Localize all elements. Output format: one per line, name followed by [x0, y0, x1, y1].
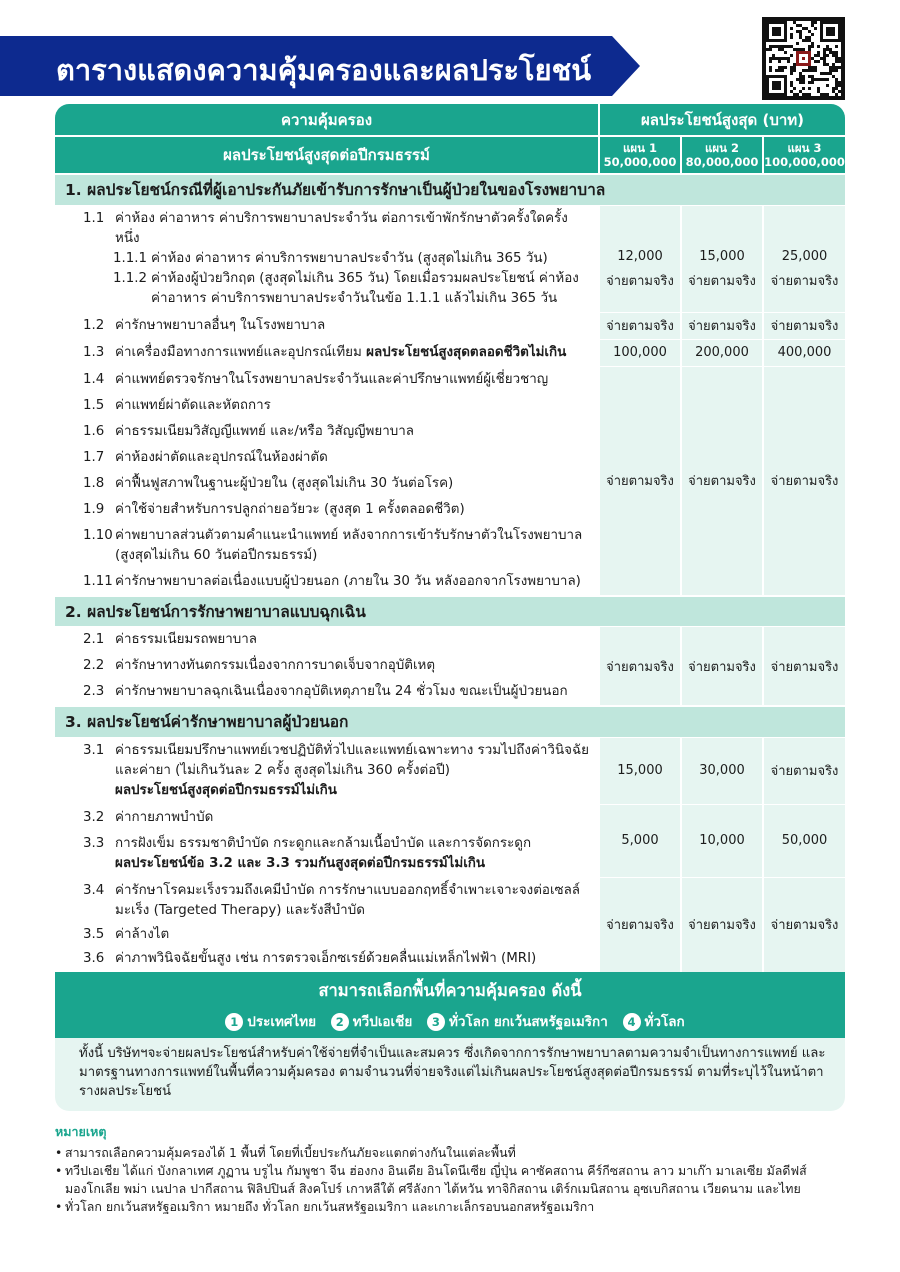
- value-actual: จ่ายตามจริง: [606, 273, 674, 289]
- plan-1-name: แผน 1: [622, 141, 658, 155]
- item-number: 1.1.2: [113, 270, 148, 286]
- item-text: ค่าห้อง ค่าอาหาร ค่าบริการพยาบาลประจำวัน ต่อการเข้าพักรักษาตัวครั้งใดครั้งหนึ่ง: [115, 210, 568, 246]
- item-number: 2.2: [83, 658, 105, 673]
- remark-item: • สามารถเลือกความคุ้มครองได้ 1 พื้นที่ โดยที่เบี้ยประกันภัยจะแตกต่างกันในแต่ละพื้นที่: [55, 1144, 845, 1162]
- item-text: ค่ารักษาพยาบาลต่อเนื่องแบบผู้ป่วยนอก (ภายใน 30 วัน หลังออกจากโรงพยาบาล): [115, 573, 581, 589]
- plan-3-value: จ่ายตามจริง: [763, 877, 845, 972]
- plan-3-value: [763, 205, 845, 312]
- item-text: ค่ารักษาพยาบาลฉุกเฉินเนื่องจากอุบัติเหตุภายใน 24 ชั่วโมง ขณะเป็นผู้ป่วยนอก: [115, 684, 568, 699]
- section-3-title: 3. ผลประโยชน์ค่ารักษาพยาบาลผู้ป่วยนอก: [55, 706, 845, 737]
- plan-3-value: จ่ายตามจริง: [763, 312, 845, 339]
- plan-2-value: จ่ายตามจริง: [681, 877, 763, 972]
- item-bold-text: ผลประโยชน์สูงสุดต่อปีกรมธรรม์ไม่เกิน: [115, 782, 337, 798]
- plan-3-value: จ่ายตามจริง: [763, 366, 845, 596]
- qr-code-icon: [766, 21, 841, 96]
- remarks: [55, 1123, 845, 1216]
- item-text: การฝังเข็ม ธรรมชาติบำบัด กระดูกและกล้ามเนื้อบำบัด และการจัดกระดูก: [115, 835, 532, 851]
- item-number: 3.5: [83, 926, 105, 942]
- coverage-table: [55, 104, 845, 1111]
- option-number-badge: 1: [225, 1013, 243, 1031]
- title-banner: [0, 36, 640, 96]
- item-number: 3.3: [83, 835, 105, 851]
- item-number: 3.2: [83, 809, 105, 825]
- plan-1-value: จ่ายตามจริง: [599, 366, 681, 596]
- value-amount: 15,000: [699, 248, 745, 264]
- table-row: [55, 627, 599, 707]
- plan-3-value: จ่ายตามจริง: [763, 737, 845, 804]
- item-text: ค่าธรรมเนียมปรึกษาแพทย์เวชปฏิบัติทั่วไปและแพทย์เฉพาะทาง รวมไปถึงค่าวินิจฉัย และค่ายา (ไม่เกินวันละ 2 ครั้ง สูงสุดไม่เกิน 360 ครั้งต่อปี): [115, 742, 589, 778]
- item-number: 1.4: [83, 371, 105, 387]
- plan-3-name: แผน 3: [787, 141, 822, 155]
- table-row: [55, 312, 599, 339]
- remark-item: • ทั่วโลก ยกเว้นสหรัฐอเมริกา หมายถึง ทั่วโลก ยกเว้นสหรัฐอเมริกา และเกาะเล็กรอบนอกสหรัฐอเมริกา: [55, 1198, 845, 1216]
- option-number-badge: 4: [623, 1013, 641, 1031]
- benefit-header: ผลประโยชน์สูงสุด (บาท): [599, 104, 845, 136]
- table-row: [55, 804, 599, 877]
- plan-1-header: [599, 136, 681, 174]
- item-number: 1.3: [83, 344, 105, 360]
- item-text: ค่าแพทย์ตรวจรักษาในโรงพยาบาลประจำวันและค่าปรึกษาแพทย์ผู้เชี่ยวชาญ: [115, 371, 549, 387]
- item-text: ค่ากายภาพบำบัด: [115, 809, 214, 825]
- item-number: 1.1: [83, 210, 105, 226]
- item-number: 1.7: [83, 449, 105, 465]
- value-actual: จ่ายตามจริง: [770, 273, 839, 289]
- item-number: 1.9: [83, 501, 105, 517]
- area-option-label: ทวีปเอเชีย: [352, 1013, 413, 1030]
- section-1-title: 1. ผลประโยชน์กรณีที่ผู้เอาประกันภัยเข้ารับการรักษาเป็นผู้ป่วยในของโรงพยาบาล: [55, 174, 845, 205]
- plan-3-value: จ่ายตามจริง: [763, 627, 845, 707]
- page-title: ตารางแสดงความคุ้มครองและผลประโยชน์: [56, 53, 592, 87]
- table-row: [55, 877, 599, 972]
- item-bold-text: ผลประโยชน์ข้อ 3.2 และ 3.3 รวมกันสูงสุดต่อปีกรมธรรม์ไม่เกิน: [115, 855, 486, 871]
- item-text: ค่าเครื่องมือทางการแพทย์และอุปกรณ์เทียม: [115, 344, 367, 360]
- area-option-label: ทั่วโลก ยกเว้นสหรัฐอเมริกา: [448, 1013, 608, 1030]
- plan-3-value: 50,000: [763, 804, 845, 877]
- plan-3-amount: 100,000,000: [764, 155, 845, 169]
- qr-code[interactable]: [762, 17, 845, 100]
- coverage-note: ทั้งนี้ บริษัทฯจะจ่ายผลประโยชน์สำหรับค่าใช้จ่ายที่จำเป็นและสมควร ซึ่งเกิดจากการรักษาพยาบาลตามความจำเป็นทางการแพทย์ และมาตรฐานทางการแพทย์ในพื้นที่ความคุ้มครอง ตามจำนวนที่จ่ายจริงแต่ไม่เกินผลประโยชน์สูงสุดต่อปีกรมธรรม์ ตามที่ระบุไว้ในหน้าตารางผลประโยชน์: [55, 1038, 845, 1111]
- area-option-label: ประเทศไทย: [247, 1013, 317, 1030]
- item-number: 3.1: [83, 742, 105, 758]
- item-number: 1.8: [83, 475, 105, 491]
- plan-1-value: 15,000: [599, 737, 681, 804]
- item-text: ค่ารักษาพยาบาลอื่นๆ ในโรงพยาบาล: [115, 317, 326, 333]
- remarks-title: หมายเหตุ: [55, 1124, 107, 1139]
- item-number: 1.6: [83, 423, 105, 439]
- remark-item: • ทวีปเอเชีย ได้แก่ บังกลาเทศ ภูฏาน บรูไน กัมพูชา จีน ฮ่องกง อินเดีย อินโดนีเซีย ญี่ปุ่น คาซัคสถาน คีร์กีซสถาน ลาว มาเก๊า มาเลเซีย มัลดีฟส์ มองโกเลีย พม่า เนปาล ปากีสถาน ฟิลิปปินส์ สิงคโปร์ เกาหลีใต้ ศรีลังกา ไต้หวัน ทาจิกิสถาน เติร์กเมนิสถาน อุซเบกิสถาน เวียดนาม และไทย: [55, 1162, 845, 1198]
- plan-2-name: แผน 2: [704, 141, 740, 155]
- item-number: 3.4: [83, 882, 105, 898]
- plan-2-amount: 80,000,000: [685, 155, 759, 169]
- option-number-badge: 3: [427, 1013, 445, 1031]
- item-number: 1.10: [83, 527, 113, 543]
- item-number: 1.5: [83, 397, 105, 413]
- max-benefit-label: ผลประโยชน์สูงสุดต่อปีกรมธรรม์: [55, 136, 599, 174]
- plan-1-value: 5,000: [599, 804, 681, 877]
- plan-3-value: 400,000: [763, 339, 845, 366]
- table-row: [55, 737, 599, 804]
- plan-1-value: [599, 205, 681, 312]
- plan-2-value: 200,000: [681, 339, 763, 366]
- plan-2-header: [681, 136, 763, 174]
- plan-2-value: 30,000: [681, 737, 763, 804]
- plan-2-value: จ่ายตามจริง: [681, 627, 763, 707]
- item-text: ค่าภาพวินิจฉัยขั้นสูง เช่น การตรวจเอ็กซเรย์ด้วยคลื่นแม่เหล็กไฟฟ้า (MRI): [115, 950, 537, 966]
- item-text: ค่าพยาบาลส่วนตัวตามคำแนะนำแพทย์ หลังจากการเข้ารับรักษาตัวในโรงพยาบาล (สูงสุดไม่เกิน 60 วันต่อปีกรมธรรม์): [115, 527, 583, 563]
- item-number: 1.11: [83, 573, 113, 589]
- table-row: [55, 339, 599, 366]
- value-amount: 12,000: [617, 248, 663, 264]
- item-number: 1.2: [83, 317, 105, 333]
- section-2-title: 2. ผลประโยชน์การรักษาพยาบาลแบบฉุกเฉิน: [55, 596, 845, 627]
- coverage-header: ความคุ้มครอง: [55, 104, 599, 136]
- item-bold-text: ผลประโยชน์สูงสุดตลอดชีวิตไม่เกิน: [366, 344, 567, 360]
- table-row: [55, 205, 599, 312]
- item-text: ค่ารักษาโรคมะเร็งรวมถึงเคมีบำบัด การรักษาแบบออกฤทธิ์จำเพาะเจาะจงต่อเซลล์มะเร็ง (Targeted Therapy) และรังสีบำบัด: [115, 882, 581, 918]
- plan-2-value: 10,000: [681, 804, 763, 877]
- item-text: ค่าห้อง ค่าอาหาร ค่าบริการพยาบาลประจำวัน (สูงสุดไม่เกิน 365 วัน): [151, 250, 548, 266]
- item-number: 1.1.1: [113, 250, 148, 266]
- item-text: ค่าธรรมเนียมวิสัญญีแพทย์ และ/หรือ วิสัญญีพยาบาล: [115, 423, 414, 439]
- plan-1-value: จ่ายตามจริง: [599, 877, 681, 972]
- item-number: 2.1: [83, 632, 105, 647]
- item-text: ค่าห้องผู้ป่วยวิกฤต (สูงสุดไม่เกิน 365 วัน) โดยเมื่อรวมผลประโยชน์ ค่าห้อง ค่าอาหาร ค่าบริการพยาบาลประจำวันในข้อ 1.1.1 แล้วไม่เกิน 365 วัน: [151, 270, 579, 306]
- item-text: ค่าธรรมเนียมรถพยาบาล: [115, 632, 257, 647]
- value-actual: จ่ายตามจริง: [688, 273, 756, 289]
- item-text: ค่าใช้จ่ายสำหรับการปลูกถ่ายอวัยวะ (สูงสุด 1 ครั้งตลอดชีวิต): [115, 501, 465, 517]
- plan-2-value: จ่ายตามจริง: [681, 366, 763, 596]
- plan-1-value: 100,000: [599, 339, 681, 366]
- plan-2-value: จ่ายตามจริง: [681, 312, 763, 339]
- plan-3-header: [763, 136, 845, 174]
- plan-2-value: [681, 205, 763, 312]
- item-number: 2.3: [83, 684, 105, 699]
- item-text: ค่าล้างไต: [115, 926, 170, 942]
- item-number: 3.6: [83, 950, 105, 966]
- item-text: ค่าแพทย์ผ่าตัดและหัตถการ: [115, 397, 271, 413]
- coverage-area-box: [55, 972, 845, 1038]
- plan-1-value: จ่ายตามจริง: [599, 627, 681, 707]
- coverage-area-title: สามารถเลือกพื้นที่ความคุ้มครอง ดังนี้: [318, 980, 582, 1000]
- plan-1-value: จ่ายตามจริง: [599, 312, 681, 339]
- value-amount: 25,000: [781, 248, 828, 264]
- item-text: ค่าฟื้นฟูสภาพในฐานะผู้ป่วยใน (สูงสุดไม่เกิน 30 วันต่อโรค): [115, 475, 454, 491]
- table-row: [55, 366, 599, 596]
- area-option-label: ทั่วโลก: [644, 1013, 685, 1030]
- plan-1-amount: 50,000,000: [603, 155, 677, 169]
- coverage-area-options: [55, 1010, 845, 1032]
- option-number-badge: 2: [331, 1013, 349, 1031]
- item-text: ค่ารักษาทางทันตกรรมเนื่องจากการบาดเจ็บจากอุบัติเหตุ: [115, 658, 436, 673]
- item-text: ค่าห้องผ่าตัดและอุปกรณ์ในห้องผ่าตัด: [115, 449, 328, 465]
